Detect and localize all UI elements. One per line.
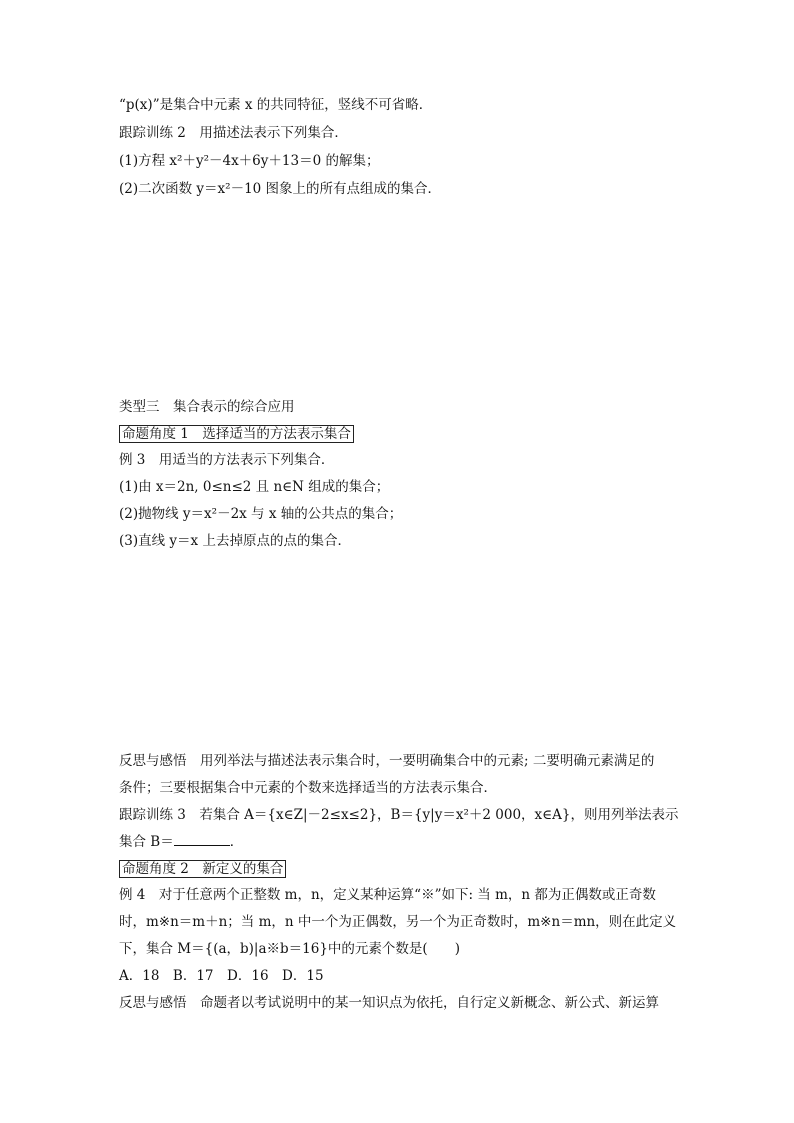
exercise-2-q1: (1)方程 x²＋y²－4x＋6y＋13＝0 的解集； — [119, 153, 380, 169]
angle-2-label: 命题角度 2 新定义的集合 — [119, 860, 286, 878]
example-4-line-2: 时，m※n＝m＋n；当 m，n 中一个为正偶数，另一个为正奇数时，m※n＝mn，则在此定义 — [119, 914, 677, 930]
example-3-q2: (2)抛物线 y＝x²－2x 与 x 轴的公共点的集合； — [119, 506, 403, 522]
example-3-title: 例 3 用适当的方法表示下列集合． — [119, 452, 335, 468]
type-heading: 类型三 集合表示的综合应用 — [119, 399, 295, 415]
example-4-options: A．18 B．17 D．16 D．15 — [119, 968, 324, 984]
exercise-3-line-2 — [119, 833, 243, 851]
angle-2-heading — [119, 860, 286, 878]
example-4-line-3: 下，集合 M＝{(a，b)|a※b＝16}中的元素个数是( ) — [119, 941, 460, 957]
exercise-2-q2: (2)二次函数 y＝x²－10 图象上的所有点组成的集合． — [119, 181, 442, 197]
answer-blank — [174, 833, 230, 846]
example-3-q3: (3)直线 y＝x 上去掉原点的点的集合． — [119, 533, 351, 549]
example-4-line-1: 例 4 对于任意两个正整数 m，n，定义某种运算“※”如下: 当 m，n 都为正偶数或正奇数 — [119, 887, 656, 903]
reflection-2-line-1: 反思与感悟 命题者以考试说明中的某一知识点为依托，自行定义新概念、新公式、新运算 — [119, 995, 659, 1011]
angle-1-label: 命题角度 1 选择适当的方法表示集合 — [119, 425, 354, 443]
reflection-1-line-2: 条件；三要根据集合中元素的个数来选择适当的方法表示集合． — [119, 780, 497, 796]
exercise-3-line-1: 跟踪训练 3 若集合 A＝{x∈Z|－2≤x≤2}，B＝{y|y＝x²＋2 000，x∈A}，则用列举法表示 — [119, 807, 679, 823]
angle-1-heading — [119, 425, 354, 443]
exercise-3-prefix: 集合 B＝ — [119, 834, 174, 850]
example-3-q1: (1)由 x＝2n, 0≤n≤2 且 n∈N 组成的集合； — [119, 479, 390, 495]
exercise-3-suffix: ． — [229, 834, 244, 850]
note-line: “p(x)”是集合中元素 x 的共同特征，竖线不可省略． — [119, 97, 433, 113]
exercise-2-title: 跟踪训练 2 用描述法表示下列集合． — [119, 125, 348, 141]
reflection-1-line-1: 反思与感悟 用列举法与描述法表示集合时，一要明确集合中的元素; 二要明确元素满足的 — [119, 753, 655, 769]
